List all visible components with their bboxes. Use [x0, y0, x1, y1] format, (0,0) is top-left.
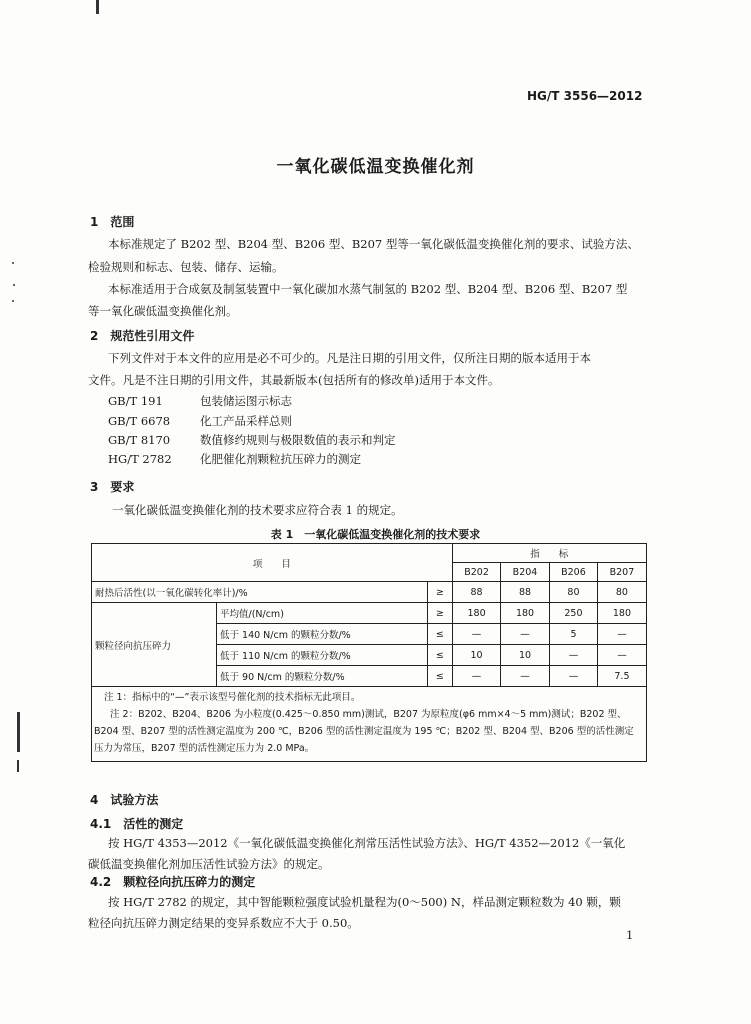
cell: —	[598, 624, 647, 645]
section-1-heading: 1 范围	[90, 215, 135, 229]
row-label: 低于 110 N/cm 的颗粒分数/%	[217, 645, 428, 666]
standard-code: HG/T 3556—2012	[527, 89, 643, 103]
section-4-1-para: 按 HG/T 4353—2012《一氧化碳低温变换催化剂常压活性试验方法》、HG/T 4352—2012《一氧化	[108, 836, 626, 850]
header-index: 指 标	[452, 544, 646, 563]
cell: 88	[452, 582, 500, 603]
spec-table	[91, 543, 647, 762]
table-notes-row	[92, 687, 647, 762]
scan-speck	[13, 284, 15, 286]
cell: —	[549, 666, 597, 687]
cell: 5	[549, 624, 597, 645]
cell: 10	[452, 645, 500, 666]
table-note: 注 2：B202、B204、B206 为小粒度(0.425～0.850 mm)测试，B207 为原粒度(φ6 mm×4～5 mm)测试；B202 型、	[110, 709, 627, 720]
cell: —	[598, 645, 647, 666]
cell: 10	[501, 645, 549, 666]
page-number: 1	[626, 928, 634, 942]
section-4-2-heading: 4.2 颗粒径向抗压碎力的测定	[90, 875, 256, 889]
document-title: 一氧化碳低温变换催化剂	[276, 157, 475, 177]
section-2-para-cont: 文件。凡是不注日期的引用文件，其最新版本(包括所有的修改单)适用于本文件。	[88, 373, 500, 387]
table-note: 注 1：指标中的“—”表示该型号催化剂的技术指标无此项目。	[104, 692, 361, 703]
section-3-heading: 3 要求	[90, 480, 135, 494]
cell: 7.5	[598, 666, 647, 687]
section-1-para-1: 本标准规定了 B202 型、B204 型、B206 型、B207 型等一氧化碳低温变换催化剂的要求、试验方法、	[108, 237, 639, 251]
section-4-2-para-cont: 粒径向抗压碎力测定结果的变异系数应不大于 0.50。	[88, 916, 359, 930]
model-header: B206	[549, 563, 597, 582]
scan-mark-top	[96, 0, 99, 14]
section-1-para-1-cont: 检验规则和标志、包装、储存、运输。	[88, 260, 284, 274]
cell: 180	[452, 603, 500, 624]
section-3-para: 一氧化碳低温变换催化剂的技术要求应符合表 1 的规定。	[112, 503, 403, 517]
model-header: B202	[452, 563, 500, 582]
table-row	[92, 603, 647, 624]
section-2-heading: 2 规范性引用文件	[90, 329, 195, 343]
cell: 88	[501, 582, 549, 603]
cell: —	[549, 645, 597, 666]
cell: —	[452, 624, 500, 645]
scan-mark-left	[17, 760, 19, 772]
scan-mark-left	[17, 712, 20, 752]
row-operator: ≤	[427, 666, 452, 687]
row-label: 耐热后活性(以一氧化碳转化率计)/%	[92, 582, 428, 603]
reference-item: HG/T 2782 化肥催化剂颗粒抗压碎力的测定	[108, 452, 361, 466]
cell: 180	[598, 603, 647, 624]
scan-speck	[12, 262, 14, 264]
cell: 250	[549, 603, 597, 624]
cell: 80	[598, 582, 647, 603]
table-note: 压力为常压，B207 型的活性测定压力为 2.0 MPa。	[94, 743, 315, 754]
reference-item: GB/T 6678 化工产品采样总则	[108, 414, 292, 428]
row-label: 低于 140 N/cm 的颗粒分数/%	[217, 624, 428, 645]
reference-item: GB/T 191 包装储运图示标志	[108, 394, 292, 408]
row-operator: ≥	[427, 582, 452, 603]
table-note: B204 型、B207 型的活性测定温度为 200 ℃，B206 型的活性测定温度为 195 ℃；B202 型、B204 型、B206 型的活性测定	[94, 726, 634, 737]
table-row	[92, 582, 647, 603]
row-operator: ≤	[427, 645, 452, 666]
model-header: B204	[501, 563, 549, 582]
row-operator: ≥	[427, 603, 452, 624]
cell: 80	[549, 582, 597, 603]
row-label: 低于 90 N/cm 的颗粒分数/%	[217, 666, 428, 687]
section-1-para-2-cont: 等一氧化碳低温变换催化剂。	[88, 304, 238, 318]
cell: —	[501, 624, 549, 645]
section-2-para: 下列文件对于本文件的应用是必不可少的。凡是注日期的引用文件，仅所注日期的版本适用于本	[108, 351, 591, 365]
scan-speck	[12, 300, 14, 302]
row-label: 平均值/(N/cm)	[217, 603, 428, 624]
section-4-1-heading: 4.1 活性的测定	[90, 817, 184, 831]
table-caption: 表 1 一氧化碳低温变换催化剂的技术要求	[270, 528, 481, 541]
reference-item: GB/T 8170 数值修约规则与极限数值的表示和判定	[108, 433, 396, 447]
model-header: B207	[598, 563, 647, 582]
section-4-heading: 4 试验方法	[90, 793, 159, 807]
cell: —	[501, 666, 549, 687]
cell: —	[452, 666, 500, 687]
cell: 180	[501, 603, 549, 624]
row-operator: ≤	[427, 624, 452, 645]
section-1-para-2: 本标准适用于合成氨及制氢装置中一氧化碳加水蒸气制氢的 B202 型、B204 型、B206 型、B207 型	[108, 282, 628, 296]
section-4-1-para-cont: 碳低温变换催化剂加压活性试验方法》的规定。	[88, 857, 330, 871]
header-item: 项 目	[92, 544, 453, 582]
section-4-2-para: 按 HG/T 2782 的规定，其中智能颗粒强度试验机量程为(0～500) N，样品测定颗粒数为 40 颗，颗	[108, 895, 621, 909]
group-label: 颗粒径向抗压碎力	[92, 603, 217, 687]
